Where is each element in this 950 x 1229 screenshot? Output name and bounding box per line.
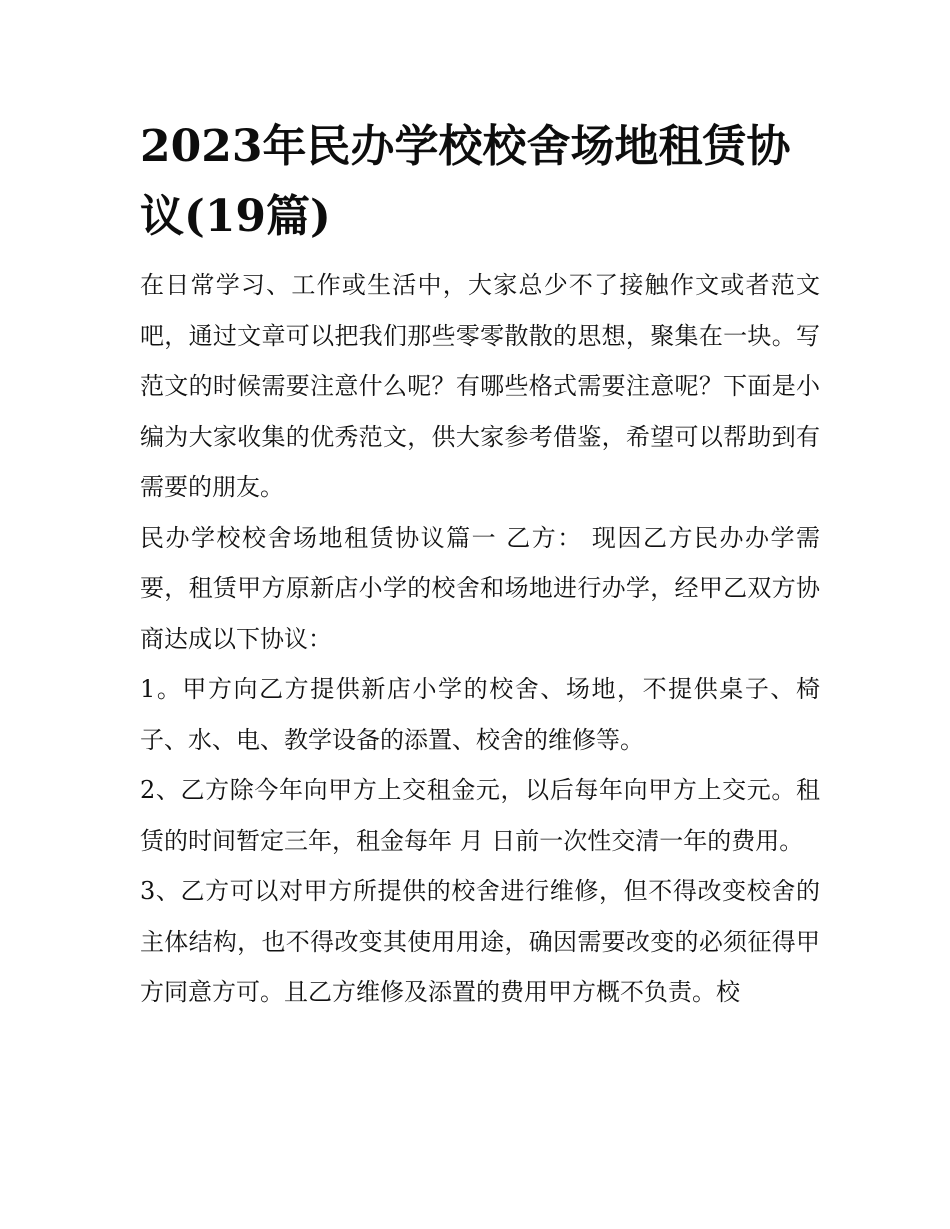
document-body <box>140 112 820 1018</box>
intro-paragraph: 在日常学习、工作或生活中，大家总少不了接触作文或者范文吧，通过文章可以把我们那些零零散散的思想，聚集在一块。写范文的时候需要注意什么呢？有哪些格式需要注意呢？下面是小编为大家收集的优秀范文，供大家参考借鉴，希望可以帮助到有需要的朋友。 <box>140 271 820 501</box>
agreement-opening-paragraph: 民办学校校舍场地租赁协议篇一 乙方： 现因乙方民办办学需要，租赁甲方原新店小学的校舍和场地进行办学，经甲乙双方协商达成以下协议： <box>140 523 820 653</box>
clause-1-paragraph: 1。甲方向乙方提供新店小学的校舍、场地，不提供桌子、椅子、水、电、教学设备的添置、校舍的维修等。 <box>140 675 820 754</box>
clause-3-paragraph: 3、乙方可以对甲方所提供的校舍进行维修，但不得改变校舍的主体结构，也不得改变其使用用途，确因需要改变的必须征得甲方同意方可。且乙方维修及添置的费用甲方概不负责。校 <box>140 877 820 1006</box>
document-title: 2023年民办学校校舍场地租赁协议(19篇) <box>140 121 791 242</box>
clause-2-paragraph: 2、乙方除今年向甲方上交租金元，以后每年向甲方上交元。租赁的时间暂定三年，租金每年 月 日前一次性交清一年的费用。 <box>140 776 820 855</box>
